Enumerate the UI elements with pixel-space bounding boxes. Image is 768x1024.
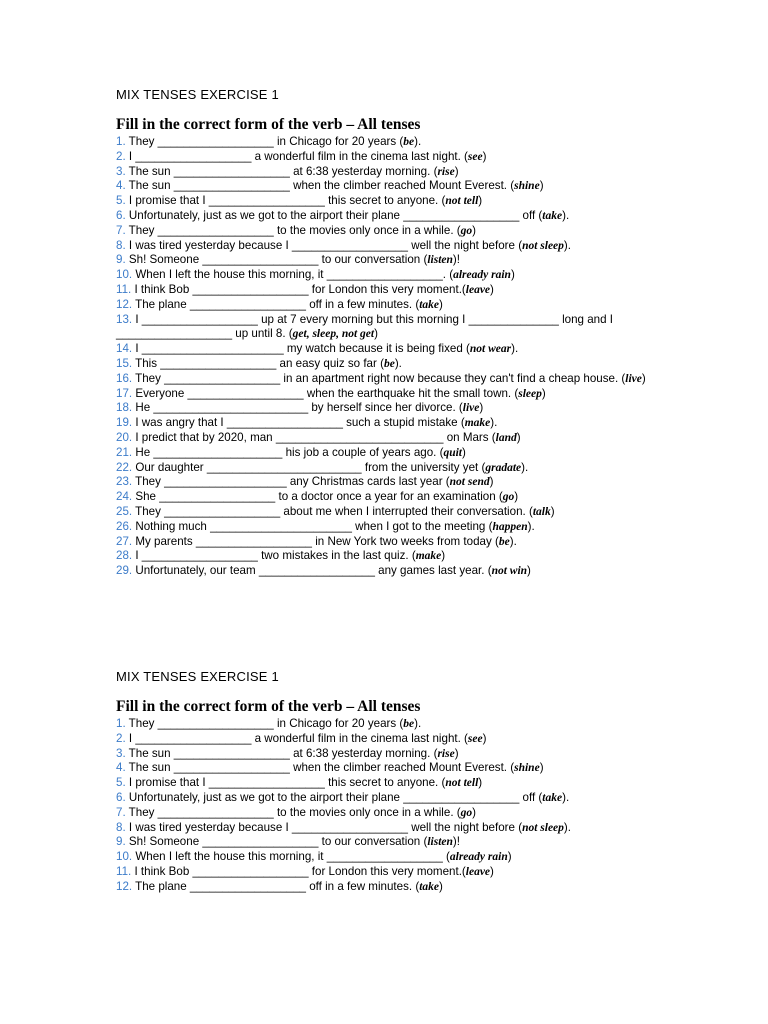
item-text: Everyone __________________ when the earthquake hit the small town. (	[132, 386, 519, 400]
exercise-item	[116, 372, 656, 387]
item-closing: )	[527, 564, 531, 578]
exercise-item	[116, 880, 656, 895]
item-text: The plane __________________ off in a few minutes. (	[132, 297, 420, 311]
item-text: The sun __________________ when the climber reached Mount Everest. (	[125, 761, 515, 775]
verb-hint: already rain	[453, 269, 511, 282]
item-text: They __________________ in an apartment right now because they can't find a cheap house. (	[132, 371, 626, 385]
verb-hint: go	[460, 224, 473, 237]
verb-hint: make	[464, 417, 491, 430]
exercise-item	[116, 446, 656, 461]
item-text: I was angry that I __________________ such a stupid mistake (	[132, 416, 465, 430]
item-text: I think Bob __________________ for London this very moment.(	[131, 282, 466, 296]
item-closing: )	[454, 164, 459, 178]
exercise-item	[116, 165, 656, 180]
item-text: They __________________ to the movies only once in a while. (	[125, 805, 461, 819]
item-closing: )	[462, 445, 466, 459]
item-text: They ___________________ any Christmas cards last year (	[132, 475, 450, 489]
verb-hint: live	[462, 402, 480, 415]
exercise-heading: Fill in the correct form of the verb – All tenses	[116, 116, 421, 133]
item-number: 7.	[116, 805, 126, 819]
item-closing: ).	[509, 534, 517, 548]
exercise-item	[116, 387, 656, 402]
item-number: 4.	[116, 761, 126, 775]
exercise-item	[116, 520, 656, 535]
verb-hint: live	[625, 372, 642, 385]
verb-hint: take	[419, 880, 439, 893]
verb-hint: listen	[427, 254, 453, 267]
verb-hint: be	[403, 136, 415, 148]
item-text: I __________________ a wonderful film in the cinema last night. (	[125, 731, 468, 745]
item-text: I __________________ two mistakes in the last quiz. (	[132, 549, 416, 563]
item-closing: )	[514, 490, 519, 504]
item-text: I __________________ up at 7 every morning but this morning I ______________ long and I __________________ up until 8. (	[116, 312, 613, 341]
item-text: Our daughter ________________________ from the university yet (	[132, 460, 486, 474]
item-text: I promise that I __________________ this secret to anyone. (	[125, 776, 446, 790]
verb-hint: land	[495, 431, 517, 444]
item-closing: )	[489, 475, 494, 489]
item-text: Nothing much ______________________ when I got to the meeting (	[132, 519, 493, 533]
exercise-item	[116, 150, 656, 165]
item-text: Unfortunately, just as we got to the airport their plane __________________ off (	[125, 208, 543, 222]
verb-hint: quit	[443, 446, 463, 459]
item-text: The sun __________________ at 6:38 yesterday morning. (	[125, 164, 438, 178]
item-text: I promise that I __________________ this secret to anyone. (	[125, 194, 446, 208]
item-number: 2.	[116, 149, 126, 163]
item-closing: )	[539, 179, 544, 193]
exercise-item	[116, 865, 656, 880]
item-text: I __________________ a wonderful film in the cinema last night. (	[125, 149, 468, 163]
exercise-item	[116, 850, 656, 865]
item-text: She __________________ to a doctor once a year for an examination (	[132, 490, 503, 504]
item-text: The sun __________________ when the climber reached Mount Everest. (	[125, 179, 515, 193]
item-number: 16.	[116, 371, 133, 385]
item-number: 12.	[116, 879, 133, 893]
item-closing: )	[439, 879, 443, 893]
item-number: 20.	[116, 430, 133, 444]
verb-hint: take	[542, 209, 563, 222]
item-closing: )	[472, 223, 476, 237]
exercise-item	[116, 416, 656, 431]
item-number: 17.	[116, 386, 133, 400]
exercise-item	[116, 357, 656, 372]
item-text: This __________________ an easy quiz so far (	[132, 356, 384, 370]
exercise-item	[116, 298, 656, 313]
item-text: Unfortunately, our team __________________ any games last year. (	[132, 564, 492, 578]
verb-hint: shine	[514, 762, 540, 775]
item-text: Unfortunately, just as we got to the airport their plane __________________ off (	[125, 790, 543, 804]
exercise-item	[116, 313, 656, 343]
item-closing: ).	[562, 790, 570, 804]
item-closing: )!	[452, 253, 460, 267]
exercise-item	[116, 821, 656, 836]
verb-hint: shine	[514, 180, 540, 193]
exercise-section-2	[116, 668, 656, 895]
item-number: 10.	[116, 850, 133, 864]
item-text: I was tired yesterday because I __________________ well the night before (	[125, 238, 523, 252]
item-number: 27.	[116, 534, 133, 548]
verb-hint: go	[502, 491, 515, 504]
item-number: 2.	[116, 731, 126, 745]
item-number: 25.	[116, 504, 133, 518]
item-closing: )	[510, 268, 515, 282]
exercise-item	[116, 475, 656, 490]
item-text: My parents __________________ in New York two weeks from today (	[132, 534, 499, 548]
verb-hint: take	[542, 791, 563, 804]
item-text: The sun __________________ at 6:38 yesterday morning. (	[125, 746, 438, 760]
exercise-items	[116, 135, 656, 579]
exercise-item	[116, 747, 656, 762]
item-number: 5.	[116, 776, 126, 790]
item-text: They __________________ in Chicago for 20 years (	[125, 135, 404, 148]
item-closing: )	[478, 776, 483, 790]
exercise-item	[116, 549, 656, 564]
exercise-item	[116, 179, 656, 194]
item-number: 6.	[116, 790, 126, 804]
exercise-item	[116, 224, 656, 239]
item-closing: ).	[511, 342, 519, 356]
item-number: 3.	[116, 164, 126, 178]
item-number: 12.	[116, 297, 133, 311]
item-closing: ).	[521, 460, 529, 474]
verb-hint: happen	[492, 520, 528, 533]
item-number: 6.	[116, 208, 126, 222]
exercise-item	[116, 135, 656, 150]
item-closing: )	[507, 850, 512, 864]
item-number: 9.	[116, 253, 126, 267]
item-closing: )	[541, 386, 546, 400]
item-number: 29.	[116, 564, 133, 578]
item-text: They __________________ in Chicago for 20 years (	[125, 717, 404, 730]
item-closing: )	[516, 430, 521, 444]
item-number: 9.	[116, 835, 126, 849]
verb-hint: not tell	[445, 195, 479, 208]
item-number: 21.	[116, 445, 133, 459]
verb-hint: gradate	[485, 461, 522, 474]
item-closing: )	[454, 746, 459, 760]
item-number: 14.	[116, 342, 133, 356]
item-closing: ).	[563, 820, 572, 834]
verb-hint: rise	[437, 165, 455, 178]
item-number: 18.	[116, 401, 133, 415]
exercise-item	[116, 564, 656, 579]
item-number: 23.	[116, 475, 133, 489]
item-closing: )	[490, 282, 494, 296]
item-closing: ).	[414, 717, 422, 730]
item-text: They __________________ about me when I interrupted their conversation. (	[132, 504, 533, 518]
item-number: 11.	[116, 282, 132, 296]
exercise-item	[116, 835, 656, 850]
item-closing: ).	[563, 238, 572, 252]
item-text: When I left the house this morning, it __________________ (	[132, 850, 450, 864]
item-number: 28.	[116, 549, 133, 563]
item-text: Sh! Someone __________________ to our conversation (	[125, 253, 428, 267]
item-number: 24.	[116, 490, 133, 504]
exercise-items	[116, 717, 656, 895]
item-closing: )	[482, 149, 487, 163]
exercise-item	[116, 461, 656, 476]
exercise-item	[116, 253, 656, 268]
verb-hint: listen	[427, 836, 453, 849]
item-number: 10.	[116, 268, 133, 282]
item-number: 4.	[116, 179, 126, 193]
exercise-item	[116, 490, 656, 505]
exercise-item	[116, 342, 656, 357]
item-closing: )	[439, 297, 443, 311]
exercise-title: MIX TENSES EXERCISE 1	[116, 669, 279, 684]
verb-hint: leave	[465, 283, 491, 296]
item-closing: )	[550, 504, 555, 518]
exercise-item	[116, 806, 656, 821]
verb-hint: see	[467, 150, 483, 163]
item-text: I think Bob __________________ for London this very moment.(	[131, 864, 466, 878]
verb-hint: go	[460, 806, 473, 819]
item-text: He ____________________ his job a couple of years ago. (	[132, 445, 444, 459]
verb-hint: not wear	[469, 343, 512, 356]
item-closing: ).	[414, 135, 422, 148]
item-number: 22.	[116, 460, 133, 474]
exercise-section-1	[116, 86, 656, 579]
exercise-item	[116, 194, 656, 209]
verb-hint: rise	[437, 747, 455, 760]
item-text: When I left the house this morning, it __________________. (	[132, 268, 454, 282]
exercise-item	[116, 791, 656, 806]
item-number: 1.	[116, 717, 126, 730]
item-closing: ).	[562, 208, 570, 222]
item-closing: )	[479, 401, 484, 415]
item-text: The plane __________________ off in a few minutes. (	[132, 879, 420, 893]
exercise-item	[116, 505, 656, 520]
verb-hint: take	[419, 298, 439, 311]
verb-hint: see	[467, 732, 483, 745]
item-closing: )	[374, 327, 378, 341]
exercise-item	[116, 431, 656, 446]
item-closing: )	[490, 864, 494, 878]
item-number: 5.	[116, 194, 126, 208]
verb-hint: not sleep	[522, 821, 564, 834]
item-number: 8.	[116, 238, 126, 252]
verb-hint: be	[498, 535, 510, 548]
item-closing: )	[472, 805, 476, 819]
item-number: 8.	[116, 820, 126, 834]
item-number: 19.	[116, 416, 133, 430]
item-closing: )	[441, 549, 446, 563]
item-text: I was tired yesterday because I __________________ well the night before (	[125, 820, 523, 834]
verb-hint: be	[383, 357, 395, 370]
exercise-item	[116, 761, 656, 776]
item-text: They __________________ to the movies only once in a while. (	[125, 223, 461, 237]
item-closing: )!	[452, 835, 460, 849]
exercise-item	[116, 732, 656, 747]
item-number: 15.	[116, 356, 133, 370]
exercise-item	[116, 209, 656, 224]
item-text: I ______________________ my watch because it is being fixed (	[132, 342, 470, 356]
verb-hint: sleep	[518, 387, 542, 400]
verb-hint: be	[403, 718, 415, 730]
verb-hint: not win	[491, 565, 528, 578]
item-number: 13.	[116, 312, 133, 326]
item-closing: )	[641, 371, 646, 385]
item-text: He ________________________ by herself since her divorce. (	[132, 401, 463, 415]
item-number: 1.	[116, 135, 126, 148]
item-text: I predict that by 2020, man __________________________ on Mars (	[132, 430, 496, 444]
item-closing: ).	[490, 416, 498, 430]
item-closing: ).	[394, 356, 402, 370]
verb-hint: make	[415, 550, 442, 563]
exercise-heading: Fill in the correct form of the verb – All tenses	[116, 698, 421, 715]
verb-hint: talk	[532, 505, 551, 518]
item-text: Sh! Someone __________________ to our conversation (	[125, 835, 428, 849]
verb-hint: not sleep	[522, 239, 564, 252]
exercise-item	[116, 268, 656, 283]
item-closing: )	[478, 194, 483, 208]
exercise-item	[116, 776, 656, 791]
item-number: 11.	[116, 864, 132, 878]
verb-hint: not send	[449, 476, 490, 489]
exercise-item	[116, 239, 656, 254]
item-number: 7.	[116, 223, 126, 237]
item-closing: )	[539, 761, 544, 775]
verb-hint: leave	[465, 865, 491, 878]
exercise-item	[116, 401, 656, 416]
exercise-title: MIX TENSES EXERCISE 1	[116, 87, 279, 102]
item-closing: )	[482, 731, 487, 745]
verb-hint: not tell	[445, 777, 479, 790]
exercise-item	[116, 535, 656, 550]
item-closing: ).	[527, 519, 535, 533]
item-number: 3.	[116, 746, 126, 760]
verb-hint: already rain	[449, 851, 508, 864]
item-number: 26.	[116, 519, 133, 533]
exercise-item	[116, 717, 656, 732]
exercise-item	[116, 283, 656, 298]
verb-hint: get, sleep, not get	[292, 328, 375, 341]
